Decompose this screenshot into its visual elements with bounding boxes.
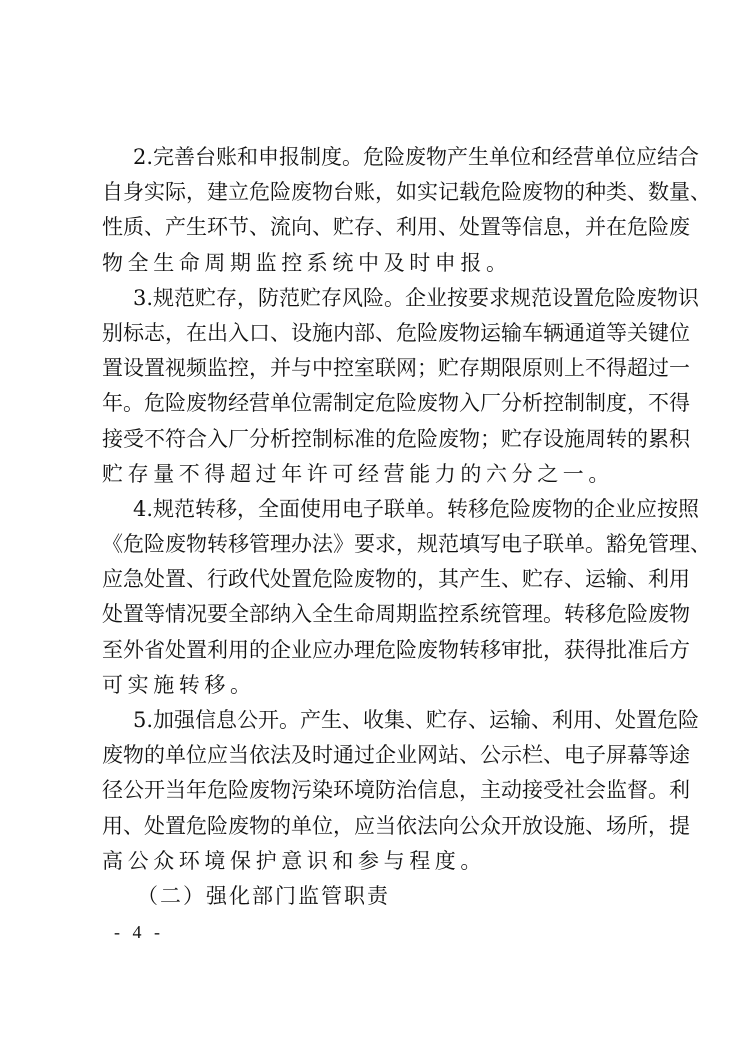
paragraph-4 xyxy=(102,492,711,703)
text-line: 用、处置危险废物的单位，应当依法向公众开放设施、场所，提 xyxy=(102,813,690,838)
paragraph-2 xyxy=(102,140,711,281)
text-line: 年。危险废物经营单位需制定危险废物入厂分析控制制度，不得 xyxy=(102,391,690,416)
text-line: 可实施转移。 xyxy=(102,672,256,697)
text-line: 2.完善台账和申报制度。危险废物产生单位和经营单位应结合 xyxy=(133,145,700,169)
text-line: 性质、产生环节、流向、贮存、利用、处置等信息，并在危险废 xyxy=(102,215,690,240)
text-line: 5.加强信息公开。产生、收集、贮存、运输、利用、处置危险 xyxy=(133,708,700,732)
text-line: 应急处置、行政代处置危险废物的，其产生、贮存、运输、利用 xyxy=(102,567,690,592)
text-line: 置设置视频监控，并与中控室联网；贮存期限原则上不得超过一 xyxy=(102,356,690,381)
text-line: 高公众环境保护意识和参与程度。 xyxy=(102,848,486,873)
section-heading: （二）强化部门监管职责 xyxy=(137,883,390,908)
body-text xyxy=(102,140,711,914)
text-line: 4.规范转移，全面使用电子联单。转移危险废物的企业应按照 xyxy=(133,496,700,521)
page-number: - 4 - xyxy=(114,922,164,942)
text-line: 处置等情况要全部纳入全生命周期监控系统管理。转移危险废物 xyxy=(102,602,690,627)
text-line: 废物的单位应当依法及时通过企业网站、公示栏、电子屏幕等途 xyxy=(102,743,690,768)
text-line: 贮存量不得超过年许可经营能力的六分之一。 xyxy=(102,461,614,486)
paragraph-5 xyxy=(102,703,700,879)
text-line: 自身实际，建立危险废物台账，如实记载危险废物的种类、数量、 xyxy=(102,180,711,205)
text-line: 《危险废物转移管理办法》要求，规范填写电子联单。豁免管理、 xyxy=(102,532,711,557)
text-line: 径公开当年危险废物污染环境防治信息，主动接受社会监督。利 xyxy=(102,778,690,803)
text-line: 至外省处置利用的企业应办理危险废物转移审批，获得批准后方 xyxy=(102,637,690,662)
text-line: 物全生命周期监控系统中及时申报。 xyxy=(102,250,512,275)
paragraph-3 xyxy=(102,281,700,492)
text-line: 别标志，在出入口、设施内部、危险废物运输车辆通道等关键位 xyxy=(102,320,690,345)
text-line: 3.规范贮存，防范贮存风险。企业按要求规范设置危险废物识 xyxy=(133,285,700,310)
text-line: 接受不符合入厂分析控制标准的危险废物；贮存设施周转的累积 xyxy=(102,426,690,451)
